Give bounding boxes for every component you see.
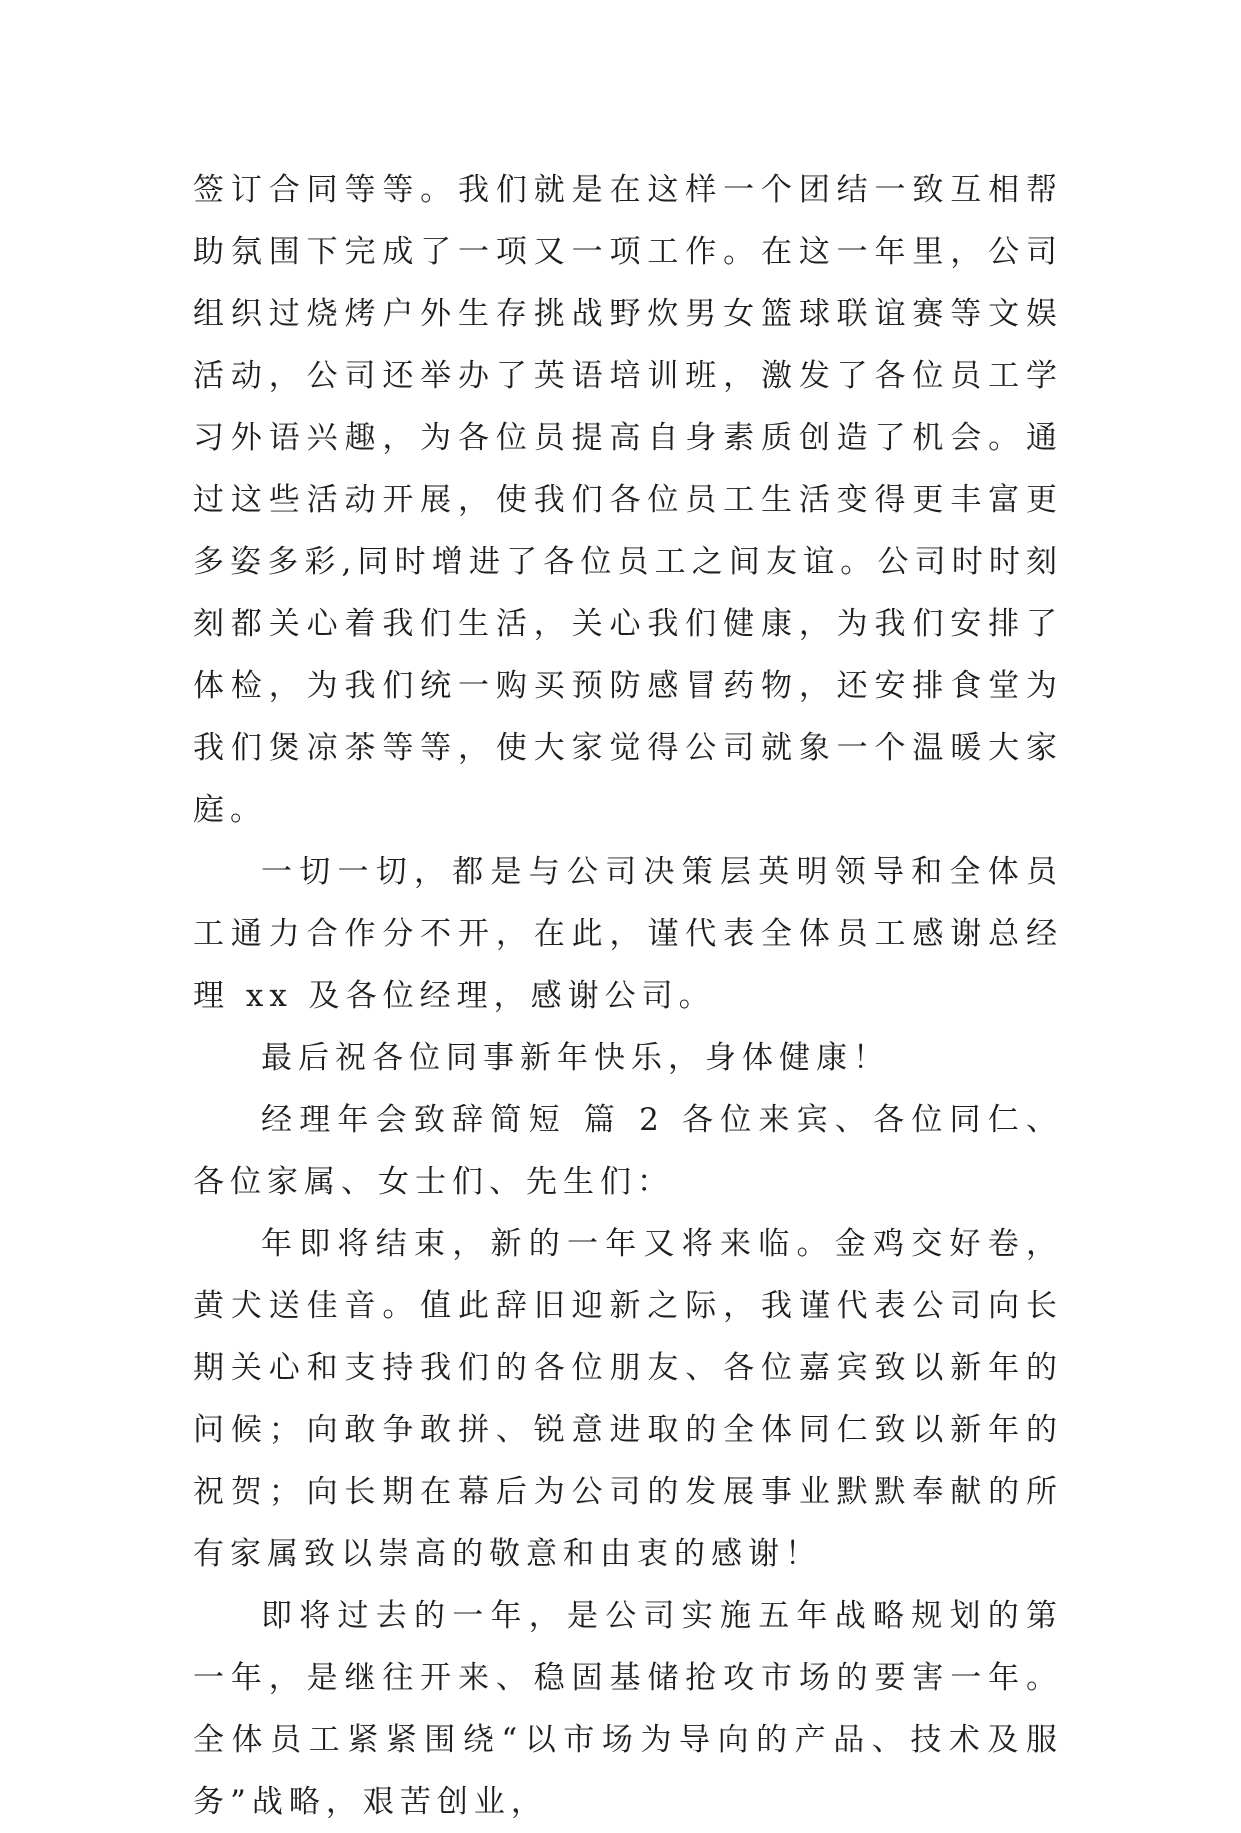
document-body: [193, 159, 1063, 1833]
paragraph-new-year-greeting: 年即将结束，新的一年又将来临。金鸡交好卷，黄犬送佳音。值此辞旧迎新之际，我谨代表公司向长期关心和支持我们的各位朋友、各位嘉宾致以新年的问候；向敢争敢拼、锐意进取的全体同仁致以新年的祝贺；向长期在幕后为公司的发展事业默默奉献的所有家属致以崇高的敬意和由衷的感谢！: [193, 1226, 1063, 1572]
paragraph-thanks: 一切一切，都是与公司决策层英明领导和全体员工通力合作分不开，在此，谨代表全体员工感谢总经理 xx 及各位经理，感谢公司。: [193, 854, 1063, 1014]
paragraph-new-year-wishes: 最后祝各位同事新年快乐，身体健康！: [261, 1040, 890, 1076]
paragraph-year-review: 即将过去的一年，是公司实施五年战略规划的第一年，是继往开来、稳固基储抢攻市场的要害一年。全体员工紧紧围绕“以市场为导向的产品、技术及服务”战略，艰苦创业，: [193, 1598, 1063, 1820]
paragraph-speech-2-opening: 经理年会致辞简短 篇 2 各位来宾、各位同仁、各位家属、女士们、先生们：: [193, 1102, 1063, 1200]
paragraph-company-activities: 签订合同等等。我们就是在这样一个团结一致互相帮助氛围下完成了一项又一项工作。在这一年里，公司组织过烧烤户外生存挑战野炊男女篮球联谊赛等文娱活动，公司还举办了英语培训班，激发了各位员工学习外语兴趣，为各位员提高自身素质创造了机会。通过这些活动开展，使我们各位员工生活变得更丰富更多姿多彩,同时增进了各位员工之间友谊。公司时时刻刻都关心着我们生活，关心我们健康，为我们安排了体检，为我们统一购买预防感冒药物，还安排食堂为我们煲凉茶等等，使大家觉得公司就象一个温暖大家庭。: [193, 172, 1063, 828]
